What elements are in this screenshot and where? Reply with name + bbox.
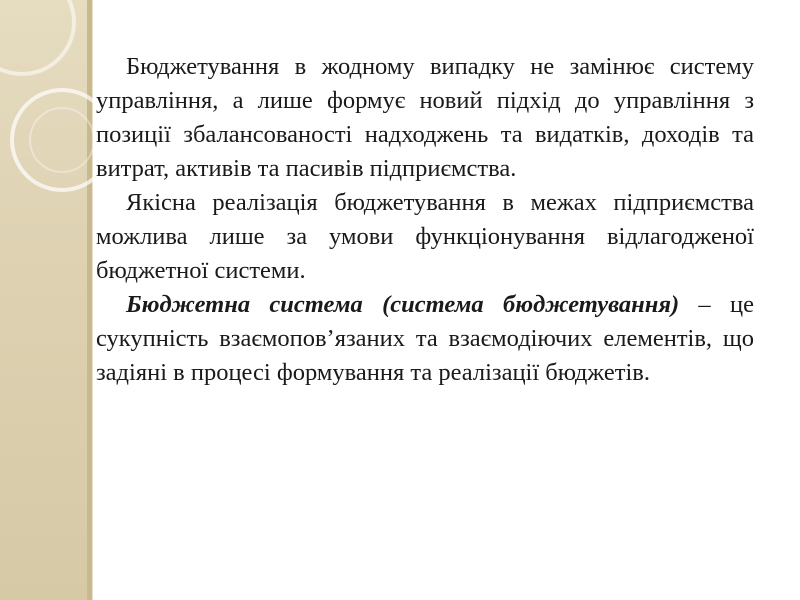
paragraph-text: Якісна реалізація бюджетування в межах підприємства можлива лише за умови функціонування відлагодженої бюджетної системи. [96,189,754,284]
paragraph-text: Бюджетування в жодному випадку не замінює систему управління, а лише формує новий підхід до управління з позиції збалансованості надходжень та видатків, доходів та витрат, активів та пасивів підприємства. [96,53,754,182]
paragraph-text: – це сукупність взаємопов’язаних та взаємодіючих елементів, що задіяні в процесі формування та реалізації бюджетів. [96,291,754,386]
paragraph-budgeting-implementation [96,186,754,288]
slide-body-text [96,50,754,390]
paragraph-budgeting-approach [96,50,754,186]
paragraph-budget-system-definition [96,288,754,390]
defined-term: Бюджетна система (система бюджетування) [126,291,680,318]
